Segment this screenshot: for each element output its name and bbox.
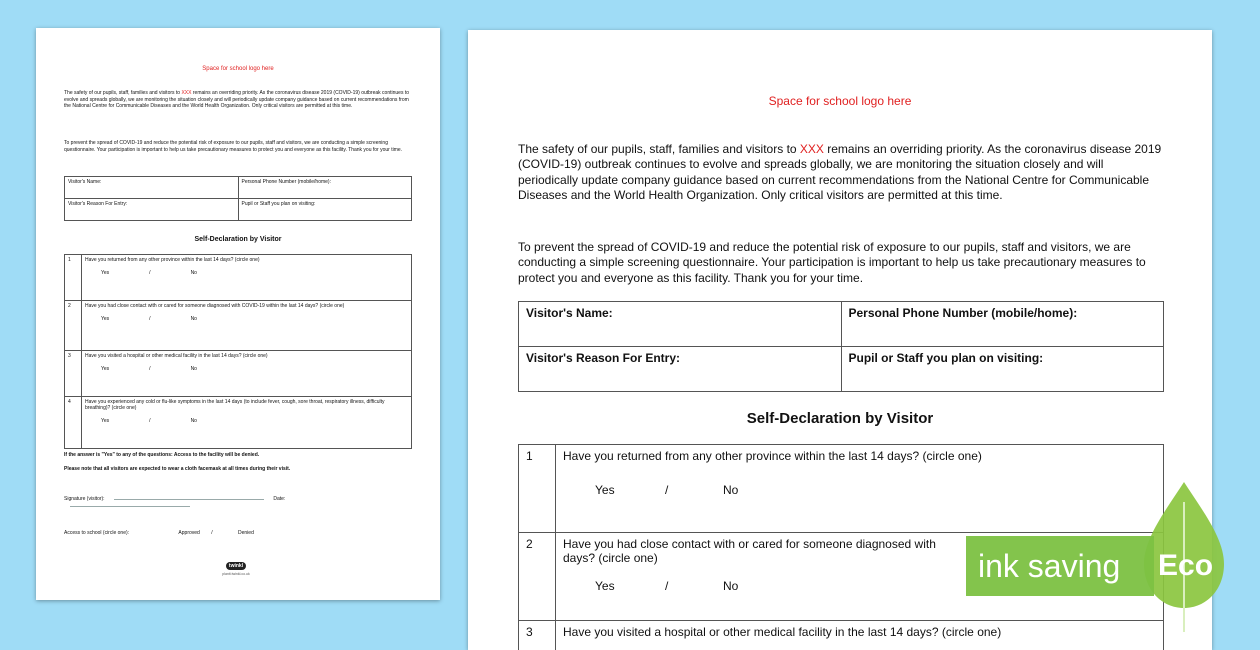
denied-option[interactable]: Denied <box>238 530 254 536</box>
question-text: Have you visited a hospital or other medical facility in the last 14 days? (circle one) <box>563 625 1156 639</box>
section-title: Self-Declaration by Visitor <box>468 410 1212 427</box>
no-option[interactable]: No <box>191 366 197 372</box>
intro-paragraph-2: To prevent the spread of COVID-19 and reduce the potential risk of exposure to our pupils, staff and visitors, we are conducting a simple screening questionnaire. Your participation is important to help us take precautionary measures to protect you and everyone as this facility. Thank you for your time. <box>64 140 412 153</box>
visitor-name-field[interactable]: Visitor's Name: <box>65 177 239 199</box>
question-text: Have you experienced any cold or flu-like symptoms in the last 14 days (to include fever, cough, sore throat, respiratory illness, difficulty breathing)? (circle one) <box>85 399 408 411</box>
yes-option[interactable]: Yes <box>101 366 109 372</box>
visitor-info-table <box>518 301 1164 392</box>
question-row <box>65 351 412 397</box>
phone-field[interactable]: Personal Phone Number (mobile/home): <box>841 302 1164 347</box>
signature-row <box>64 496 412 509</box>
intro-paragraph: The safety of our pupils, staff, families and visitors to XXX remains an overriding priority. As the coronavirus disease 2019 (COVID-19) outbreak continues to evolve and spreads globally, we are monitoring the situation closely and will periodically update company guidance based on current recommendations from the National Centre for Communicable Diseases and the World Health Organization. Only critical visitors are permitted at this time. <box>64 90 412 110</box>
brand-logo <box>216 554 256 576</box>
yes-option[interactable]: Yes <box>101 418 109 424</box>
separator: / <box>665 483 723 497</box>
question-number: 1 <box>65 255 82 301</box>
signature-line[interactable] <box>114 499 264 500</box>
brand-wordmark: twinkl <box>226 562 246 570</box>
question-number: 3 <box>65 351 82 397</box>
visitor-info-table <box>64 176 412 221</box>
question-number: 4 <box>65 397 82 449</box>
question-text: Have you visited a hospital or other medical facility in the last 14 days? (circle one) <box>85 353 408 359</box>
date-line[interactable] <box>70 506 190 507</box>
questions-table <box>64 254 412 449</box>
question-row <box>65 255 412 301</box>
visitor-name-field[interactable]: Visitor's Name: <box>519 302 842 347</box>
date-label: Date: <box>273 496 285 502</box>
question-number: 2 <box>65 301 82 351</box>
separator: / <box>665 579 723 593</box>
no-option[interactable]: No <box>723 483 738 497</box>
no-option[interactable]: No <box>723 579 738 593</box>
separator: / <box>149 270 150 276</box>
question-row <box>65 397 412 449</box>
ink-saving-label: ink saving <box>978 540 1120 592</box>
pupil-field[interactable]: Pupil or Staff you plan on visiting: <box>238 199 412 221</box>
yes-option[interactable]: Yes <box>101 270 109 276</box>
no-option[interactable]: No <box>191 418 197 424</box>
intro-paragraph: The safety of our pupils, staff, families and visitors to XXX remains an overriding priority. As the coronavirus disease 2019 (COVID-19) outbreak continues to evolve and spreads globally, we are monitoring the situation closely and will periodically update company guidance based on current recommendations from the National Centre for Communicable Diseases and the World Health Organization. Only critical visitors are permitted at this time. <box>518 142 1166 204</box>
question-text: Have you had close contact with or cared for someone diagnosed with COVID-19 within the last 14 days? (circle one) <box>85 303 408 309</box>
question-row <box>65 301 412 351</box>
logo-placeholder: Space for school logo here <box>468 94 1212 108</box>
access-row <box>64 530 412 537</box>
no-option[interactable]: No <box>191 270 197 276</box>
question-text-continued: days? (circle one) <box>563 551 1156 565</box>
eco-label: Eco <box>1158 540 1213 592</box>
yes-option[interactable]: Yes <box>595 483 665 497</box>
reason-field[interactable]: Visitor's Reason For Entry: <box>519 347 842 392</box>
mask-note: Please note that all visitors are expected to wear a cloth facemask at all times during their visit. <box>64 466 412 473</box>
ink-saving-eco-badge <box>966 482 1226 602</box>
question-number: 3 <box>519 621 556 650</box>
question-text: Have you had close contact with or cared for someone diagnosed with <box>563 537 1156 551</box>
brand-url: planit.twinkl.co.uk <box>216 572 256 576</box>
phone-field[interactable]: Personal Phone Number (mobile/home): <box>238 177 412 199</box>
question-text: Have you returned from any other province within the last 14 days? (circle one) <box>85 257 408 263</box>
denial-note: If the answer is "Yes" to any of the questions: Access to the facility will be denied. <box>64 452 412 459</box>
separator: / <box>149 418 150 424</box>
question-text: Have you returned from any other province within the last 14 days? (circle one) <box>563 449 1156 463</box>
question-number: 2 <box>519 533 556 621</box>
yes-option[interactable]: Yes <box>101 316 109 322</box>
approved-option[interactable]: Approved <box>178 530 199 536</box>
preview-page-small <box>36 28 440 600</box>
reason-field[interactable]: Visitor's Reason For Entry: <box>65 199 239 221</box>
section-title: Self-Declaration by Visitor <box>36 236 440 243</box>
signature-label: Signature (visitor): <box>64 496 105 502</box>
question-number: 1 <box>519 445 556 533</box>
pupil-field[interactable]: Pupil or Staff you plan on visiting: <box>841 347 1164 392</box>
separator: / <box>149 316 150 322</box>
access-label: Access to school (circle one): <box>64 530 129 536</box>
yes-option[interactable]: Yes <box>595 579 665 593</box>
separator: / <box>211 530 212 536</box>
no-option[interactable]: No <box>191 316 197 322</box>
logo-placeholder: Space for school logo here <box>36 66 440 72</box>
separator: / <box>149 366 150 372</box>
intro-paragraph-2: To prevent the spread of COVID-19 and reduce the potential risk of exposure to our pupils, staff and visitors, we are conducting a simple screening questionnaire. Your participation is important to help us take precautionary measures to protect you and everyone as this facility. Thank you for your time. <box>518 240 1166 286</box>
